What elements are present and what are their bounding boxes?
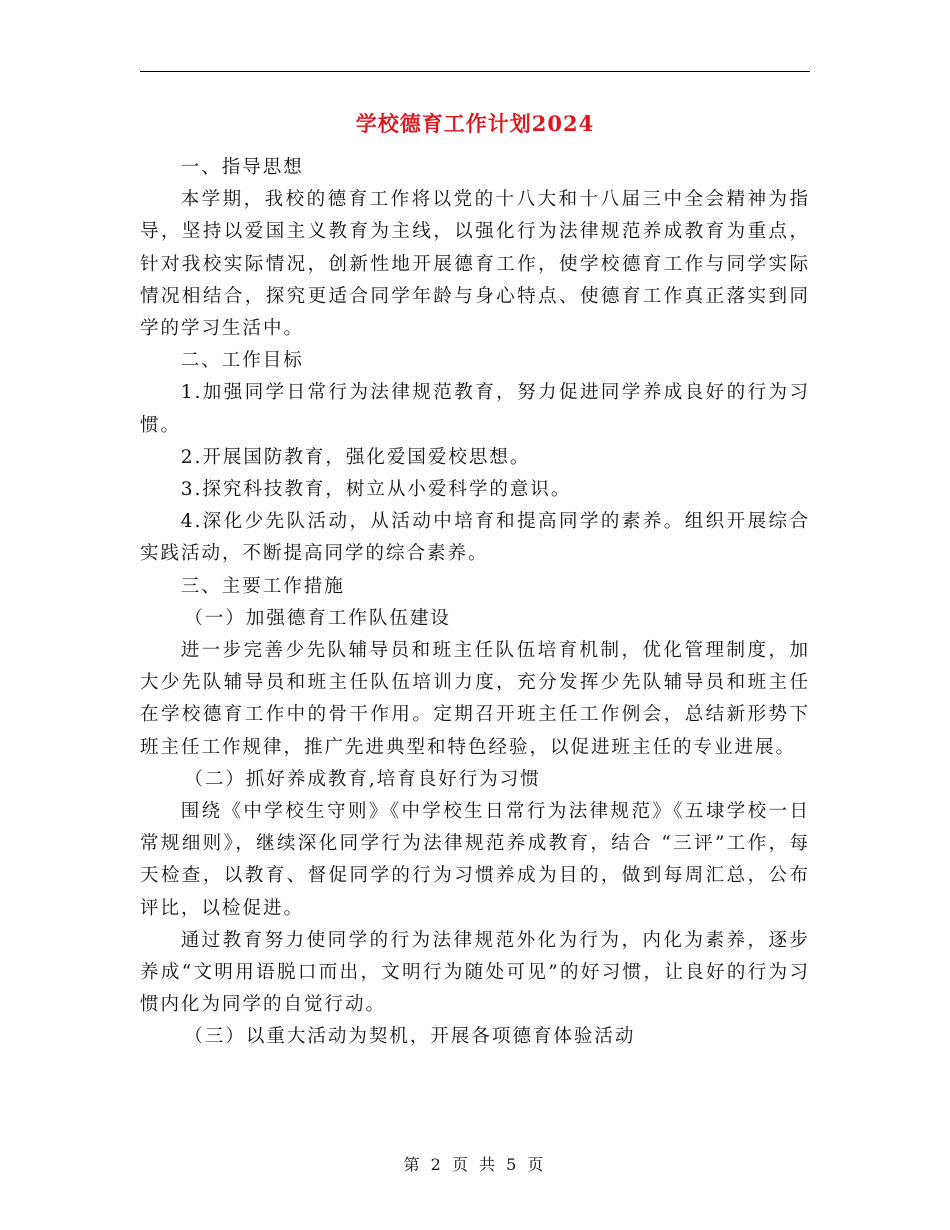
paragraph-team-building: 进一步完善少先队辅导员和班主任队伍培育机制，优化管理制度，加大少先队辅导员和班主任队伍培训力度，充分发挥少先队辅导员和班主任在学校德育工作中的骨干作用。定期召开班主任工作例会，总结新形势下班主任工作规律，推广先进典型和特色经验，以促进班主任的专业进展。 xyxy=(140,640,810,758)
section-heading-main-measures: 三、主要工作措施 xyxy=(180,575,345,597)
goal-item-2: 2.开展国防教育，强化爱国爱校思想。 xyxy=(180,446,531,468)
goal-item-1: 1.加强同学日常行为法律规范教育，努力促进同学养成良好的行为习惯。 xyxy=(140,382,810,436)
header-rule xyxy=(140,71,810,72)
section-heading-guiding-ideology: 一、指导思想 xyxy=(180,157,304,178)
subheading-major-activities: （三）以重大活动为契机，开展各项德育体验活动 xyxy=(184,1026,636,1048)
section-heading-work-goals: 二、工作目标 xyxy=(180,350,304,372)
document-title: 学校德育工作计划2024 xyxy=(355,111,595,136)
goal-item-4: 4.深化少先队活动，从活动中培育和提高同学的素养。组织开展综合实践活动，不断提高同学的综合素养。 xyxy=(140,511,810,565)
paragraph-habit-education-2: 通过教育努力使同学的行为法律规范外化为行为，内化为素养，逐步养成“文明用语脱口而出，文明行为随处可见”的好习惯，让良好的行为习惯内化为同学的自觉行动。 xyxy=(140,929,810,1016)
paragraph-guiding-ideology: 本学期，我校的德育工作将以党的十八大和十八届三中全会精神为指导，坚持以爱国主义教育为主线，以强化行为法律规范养成教育为重点，针对我校实际情况，创新性地开展德育工作，使学校德育工作与同学实际情况相结合，探究更适合同学年龄与身心特点、使德育工作真正落实到同学的学习生活中。 xyxy=(140,189,810,340)
goal-item-3: 3.探究科技教育，树立从小爱科学的意识。 xyxy=(180,479,572,501)
page-number-footer: 第 2 页 共 5 页 xyxy=(403,1155,547,1174)
subheading-team-building: （一）加强德育工作队伍建设 xyxy=(184,607,451,629)
subheading-habit-education: （二）抓好养成教育,培育良好行为习惯 xyxy=(184,768,541,790)
paragraph-habit-education-1: 围绕《中学校生守则》《中学校生日常行为法律规范》《五埭学校一日常规细则》，继续深化同学行为法律规范养成教育，结合 “三评”工作，每天检查，以教育、督促同学的行为习惯养成为目的，做到每周汇总，公布评比，以检促进。 xyxy=(140,801,810,919)
document-body xyxy=(140,152,810,1054)
